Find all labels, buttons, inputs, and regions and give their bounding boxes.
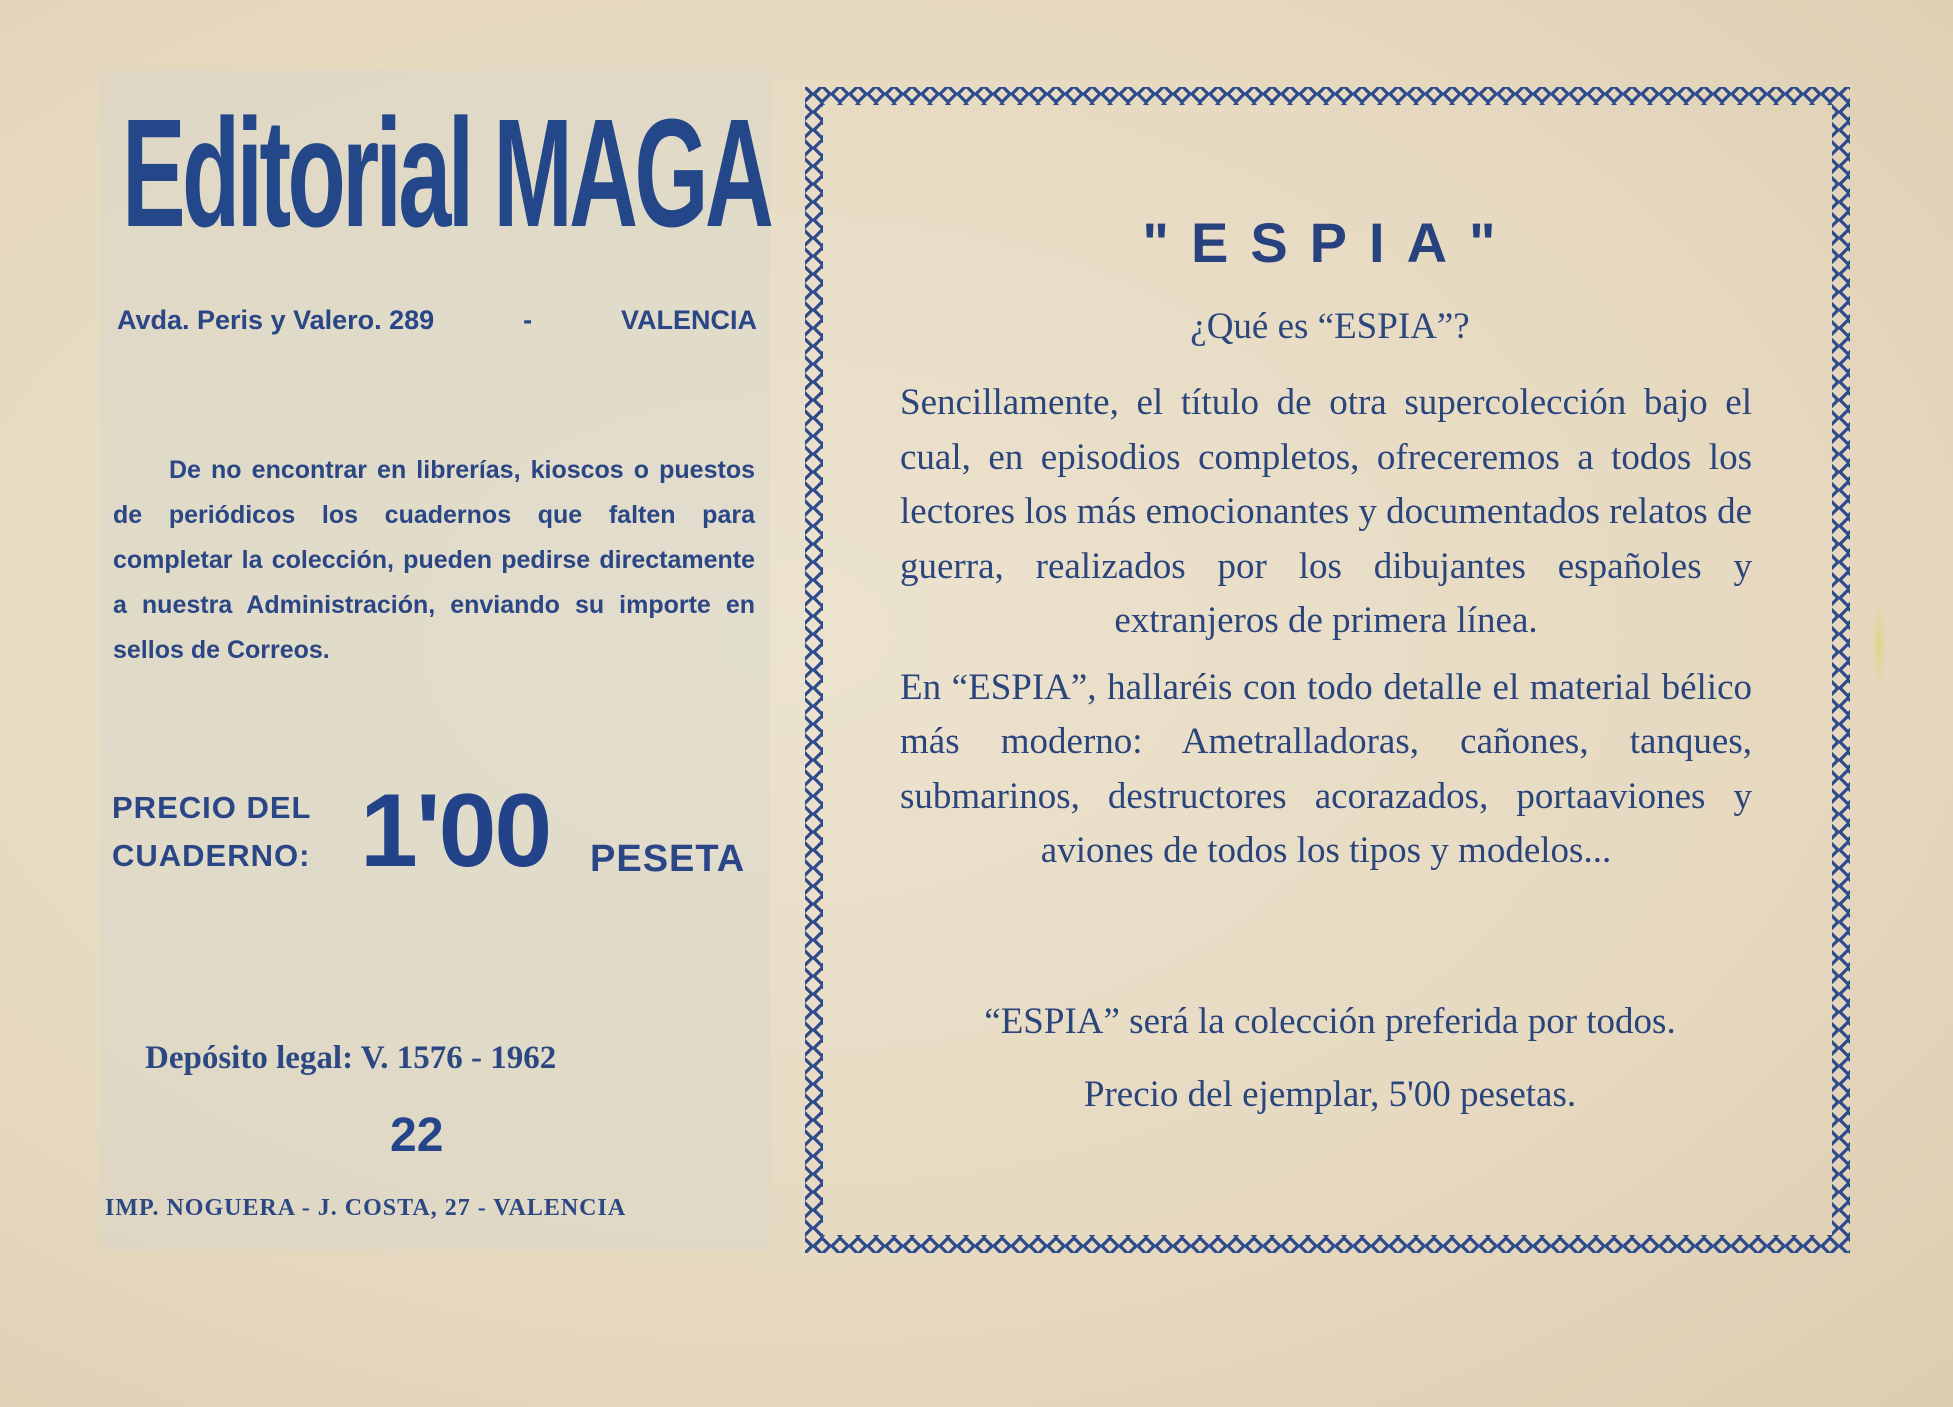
printer-imprint: IMP. NOGUERA - J. COSTA, 27 - VALENCIA	[105, 1195, 627, 1221]
espia-question: ¿Qué es “ESPIA”?	[1190, 306, 1470, 347]
address-street: Avda. Peris y Valero. 289	[117, 305, 435, 335]
espia-description	[900, 376, 1752, 891]
ordering-notice	[113, 448, 755, 673]
border-right	[1832, 87, 1850, 1253]
espia-price: Precio del ejemplar, 5'00 pesetas.	[1083, 1074, 1577, 1115]
address-separator: -	[523, 305, 533, 335]
price-label-line1: PRECIO DEL	[112, 790, 312, 825]
espia-closing: “ESPIA” será la colección preferida por todos.	[984, 1001, 1676, 1042]
border-left	[805, 87, 823, 1253]
price-label	[112, 784, 332, 880]
price-value: 1'00	[360, 773, 551, 889]
publisher-title: Editorial MAGA	[122, 87, 771, 259]
price-label-line2: CUADERNO:	[112, 838, 311, 873]
ordering-notice-text: De no encontrar en librerías, kioscos o puestos de periódicos los cuadernos que falten para completar la colección, pueden pedirse directamente a nuestra Administración, enviando su importe en sellos de Correos.	[113, 456, 755, 664]
price-unit: PESETA	[590, 838, 746, 880]
paper-stain	[1872, 600, 1886, 690]
border-top	[805, 87, 1850, 105]
issue-number: 22	[390, 1109, 444, 1162]
legal-deposit: Depósito legal: V. 1576 - 1962	[145, 1040, 557, 1076]
border-bottom	[805, 1235, 1850, 1253]
espia-paragraph-1: Sencillamente, el título de otra supercolección bajo el cual, en episodios completos, ofreceremos a todos los lectores los más emocionantes y documentados relatos de guerra, realizados por los dibujantes españoles y extranjeros de primera línea.	[900, 382, 1752, 641]
espia-title: "ESPIA"	[1142, 211, 1518, 274]
price-block	[112, 773, 762, 894]
address-city: VALENCIA	[620, 305, 757, 335]
publisher-address	[117, 305, 757, 336]
espia-paragraph-2: En “ESPIA”, hallaréis con todo detalle el material bélico más moderno: Ametralladoras, cañones, tanques, submarinos, destructores acorazados, portaaviones y aviones de todos los tipos y modelos...	[900, 666, 1752, 871]
